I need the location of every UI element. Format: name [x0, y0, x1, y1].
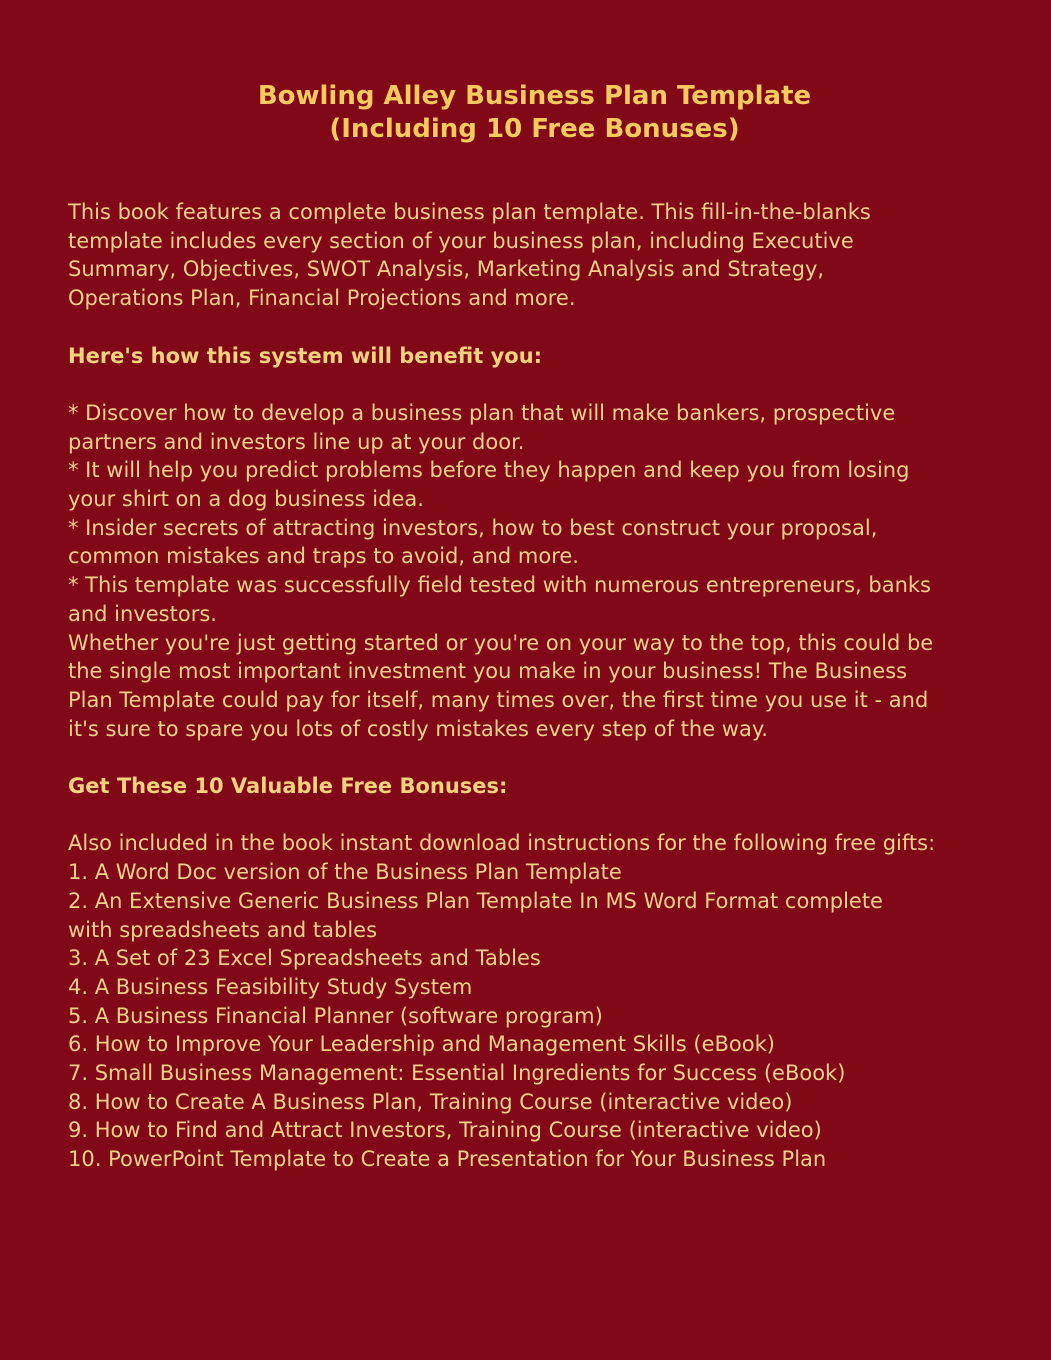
intro-paragraph: [68, 198, 1001, 313]
benefit-line: common mistakes and traps to avoid, and more.: [68, 544, 579, 569]
spacer: [68, 313, 1001, 342]
bonuses-list: [68, 829, 1001, 1173]
intro-line: This book features a complete business plan template. This fill-in-the-blanks: [68, 200, 871, 224]
bonus-line: 6. How to Improve Your Leadership and Management Skills (eBook): [68, 1032, 775, 1057]
benefits-list: [68, 399, 1001, 743]
bonus-line: 1. A Word Doc version of the Business Plan Template: [68, 860, 622, 885]
benefit-line: * This template was successfully field tested with numerous entrepreneurs, banks: [68, 573, 931, 598]
benefit-line: and investors.: [68, 601, 217, 626]
bonus-line: with spreadsheets and tables: [68, 917, 378, 942]
intro-line: template includes every section of your business plan, including Executive: [68, 228, 854, 253]
bonuses-heading: Get These 10 Valuable Free Bonuses:: [68, 774, 508, 799]
bonus-line: 4. A Business Feasibility Study System: [68, 974, 473, 999]
benefit-line: * It will help you predict problems before they happen and keep you from losing: [68, 458, 910, 483]
page-title: Bowling Alley Business Plan Template: [257, 81, 812, 111]
benefit-line: * Discover how to develop a business plan that will make bankers, prospective: [68, 400, 896, 425]
spacer: [68, 743, 1001, 772]
bonus-line: 3. A Set of 23 Excel Spreadsheets and Tables: [68, 946, 541, 971]
benefit-line: * Insider secrets of attracting investors, how to best construct your proposal,: [68, 515, 878, 540]
bonus-line: 2. An Extensive Generic Business Plan Template In MS Word Format complete: [68, 888, 883, 913]
benefit-line: partners and investors line up at your door.: [68, 429, 525, 454]
bonus-line: 10. PowerPoint Template to Create a Presentation for Your Business Plan: [68, 1147, 827, 1172]
spacer: [68, 370, 1001, 399]
benefit-line: it's sure to spare you lots of costly mistakes every step of the way.: [68, 716, 768, 741]
benefit-line: Whether you're just getting started or you're on your way to the top, this could be: [68, 630, 934, 655]
bonus-line: 8. How to Create A Business Plan, Training Course (interactive video): [68, 1089, 793, 1114]
intro-line: Operations Plan, Financial Projections and more.: [68, 286, 576, 311]
bonus-line: 9. How to Find and Attract Investors, Training Course (interactive video): [68, 1118, 822, 1143]
benefit-line: Plan Template could pay for itself, many times over, the first time you use it - and: [68, 687, 929, 712]
bonus-line: 7. Small Business Management: Essential Ingredients for Success (eBook): [68, 1061, 846, 1086]
intro-line: Summary, Objectives, SWOT Analysis, Marketing Analysis and Strategy,: [68, 257, 825, 282]
benefits-heading: Here's how this system will benefit you:: [68, 343, 543, 368]
spacer: [68, 801, 1001, 830]
page-subtitle: (Including 10 Free Bonuses): [329, 114, 740, 144]
spacer: [68, 146, 1001, 198]
bonus-line: 5. A Business Financial Planner (software program): [68, 1003, 603, 1028]
benefit-line: your shirt on a dog business idea.: [68, 487, 424, 511]
benefit-line: the single most important investment you make in your business! The Business: [68, 659, 908, 684]
bonus-line: Also included in the book instant download instructions for the following free gifts:: [68, 831, 936, 856]
